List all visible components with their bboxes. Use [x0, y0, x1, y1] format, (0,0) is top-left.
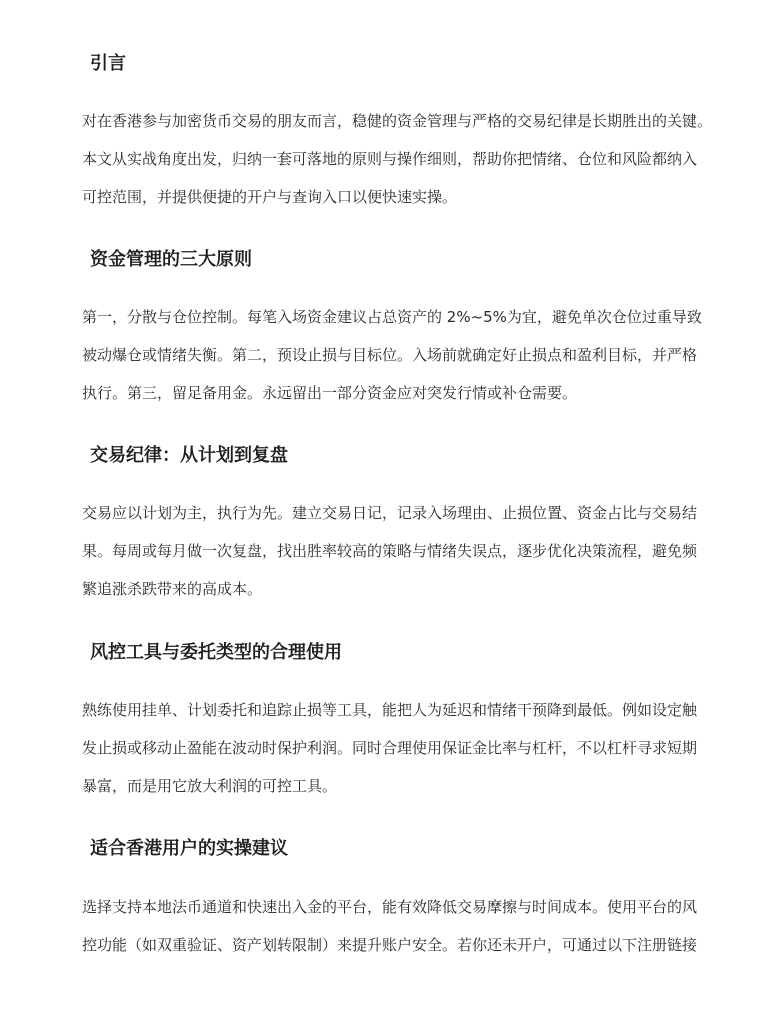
paragraph-line: 可控范围，并提供便捷的开户与查询入口以便快速实操。 — [82, 188, 458, 206]
section-title-risk-tools: 风控工具与委托类型的合理使用 — [90, 642, 342, 663]
paragraph-line: 执行。第三，留足备用金。永远留出一部分资金应对突发行情或补仓需要。 — [82, 384, 578, 402]
section-paragraph-money-management — [82, 298, 722, 412]
section-paragraph-hk-tips — [82, 888, 722, 964]
paragraph-line: 繁追涨杀跌带来的高成本。 — [82, 580, 263, 598]
paragraph-line: 熟练使用挂单、计划委托和追踪止损等工具，能把人为延迟和情绪干预降到最低。例如设定触 — [82, 701, 698, 719]
paragraph-line: 被动爆仓或情绪失衡。第二，预设止损与目标位。入场前就确定好止损点和盈利目标，并严格 — [82, 346, 698, 364]
paragraph-line: 发止损或移动止盈能在波动时保护利润。同时合理使用保证金比率与杠杆，不以杠杆寻求短期 — [82, 739, 698, 757]
paragraph-line: 选择支持本地法币通道和快速出入金的平台，能有效降低交易摩擦与时间成本。使用平台的风 — [82, 898, 698, 916]
section-title-introduction: 引言 — [90, 53, 126, 74]
paragraph-line: 对在香港参与加密货币交易的朋友而言，稳健的资金管理与严格的交易纪律是长期胜出的关键。 — [82, 112, 713, 130]
paragraph-line: 果。每周或每月做一次复盘，找出胜率较高的策略与情绪失误点，逐步优化决策流程，避免频 — [82, 542, 698, 560]
section-title-hk-tips: 适合香港用户的实操建议 — [90, 838, 288, 859]
section-paragraph-risk-tools — [82, 691, 722, 805]
paragraph-line: 交易应以计划为主，执行为先。建立交易日记，记录入场理由、止损位置、资金占比与交易结 — [82, 504, 698, 522]
paragraph-line: 控功能（如双重验证、资产划转限制）来提升账户安全。若你还未开户，可通过以下注册链接 — [82, 936, 698, 954]
paragraph-line: 暴富，而是用它放大利润的可控工具。 — [82, 777, 338, 795]
paragraph-line: 本文从实战角度出发，归纳一套可落地的原则与操作细则，帮助你把情绪、仓位和风险都纳入 — [82, 150, 698, 168]
section-paragraph-trading-discipline — [82, 494, 722, 608]
section-title-trading-discipline: 交易纪律：从计划到复盘 — [90, 445, 288, 466]
section-paragraph-introduction — [82, 102, 722, 216]
section-title-money-management: 资金管理的三大原则 — [90, 249, 252, 270]
paragraph-line: 第一，分散与仓位控制。每笔入场资金建议占总资产的 2%~5%为宜，避免单次仓位过重导致 — [82, 308, 702, 326]
